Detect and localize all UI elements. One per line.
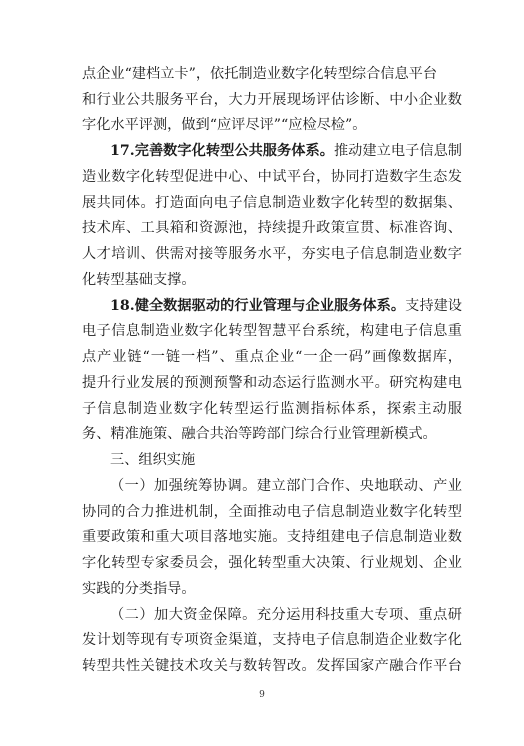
- section-heading: 三、组织实施: [110, 452, 196, 469]
- body-line: 展共同体。打造面向电子信息制造业数字化转型的数据集、: [82, 194, 462, 211]
- body-line: 电子信息制造业数字化转型智慧平台系统，构建电子信息重: [82, 323, 462, 340]
- body-line: 发计划等现有专项资金渠道，支持电子信息制造企业数字化: [82, 632, 462, 649]
- body-line: 字化水平评测，做到“应评尽评”“应检尽检”。: [82, 117, 367, 134]
- body-line: 重要政策和重大项目落地实施。支持组建电子信息制造业数: [82, 529, 462, 546]
- body-line: 技术库、工具箱和资源池，持续提升政策宣贯、标准咨询、: [82, 220, 462, 237]
- body-line: 人才培训、供需对接等服务水平，夯实电子信息制造业数字: [82, 246, 462, 263]
- body-line: 造业数字化转型促进中心、中试平台，协同打造数字生态发: [82, 168, 462, 185]
- body-line: 协同的合力推进机制，全面推动电子信息制造业数字化转型: [82, 503, 462, 520]
- body-line: 务、精准施策、融合共治等跨部门综合行业管理新模式。: [82, 426, 437, 443]
- body-line: 点企业“建档立卡”，依托制造业数字化转型综合信息平台: [82, 66, 438, 82]
- body-text: 支持建设: [405, 297, 462, 314]
- body-line: （二）加大资金保障。充分运用科技重大专项、重点研: [110, 606, 462, 623]
- body-line: 和行业公共服务平台，大力开展现场评估诊断、中小企业数: [82, 91, 462, 108]
- page-number: 9: [259, 690, 265, 700]
- heading-18: 18.健全数据驱动的行业管理与企业服务体系。: [110, 297, 406, 314]
- heading-17: 17.完善数字化转型公共服务体系。: [110, 143, 334, 160]
- paragraph-18-first-line: [110, 294, 462, 318]
- body-line: 实践的分类指导。: [82, 580, 196, 597]
- body-line: 提升行业发展的预测预警和动态运行监测水平。研究构建电: [82, 374, 462, 391]
- body-line: 字化转型专家委员会，强化转型重大决策、行业规划、企业: [82, 555, 462, 572]
- body-line: （一）加强统筹协调。建立部门合作、央地联动、产业: [110, 477, 462, 494]
- body-line: 子信息制造业数字化转型运行监测指标体系，探索主动服: [82, 400, 462, 417]
- body-line: 点产业链“一链一档”、重点企业“一企一码”画像数据库，: [82, 349, 462, 366]
- paragraph-17-first-line: [110, 139, 462, 163]
- body-line: 化转型基础支撑。: [82, 271, 196, 288]
- body-text: 推动建立电子信息制: [333, 143, 462, 160]
- body-line: 转型共性关键技术攻关与数转智改。发挥国家产融合作平台: [82, 658, 462, 674]
